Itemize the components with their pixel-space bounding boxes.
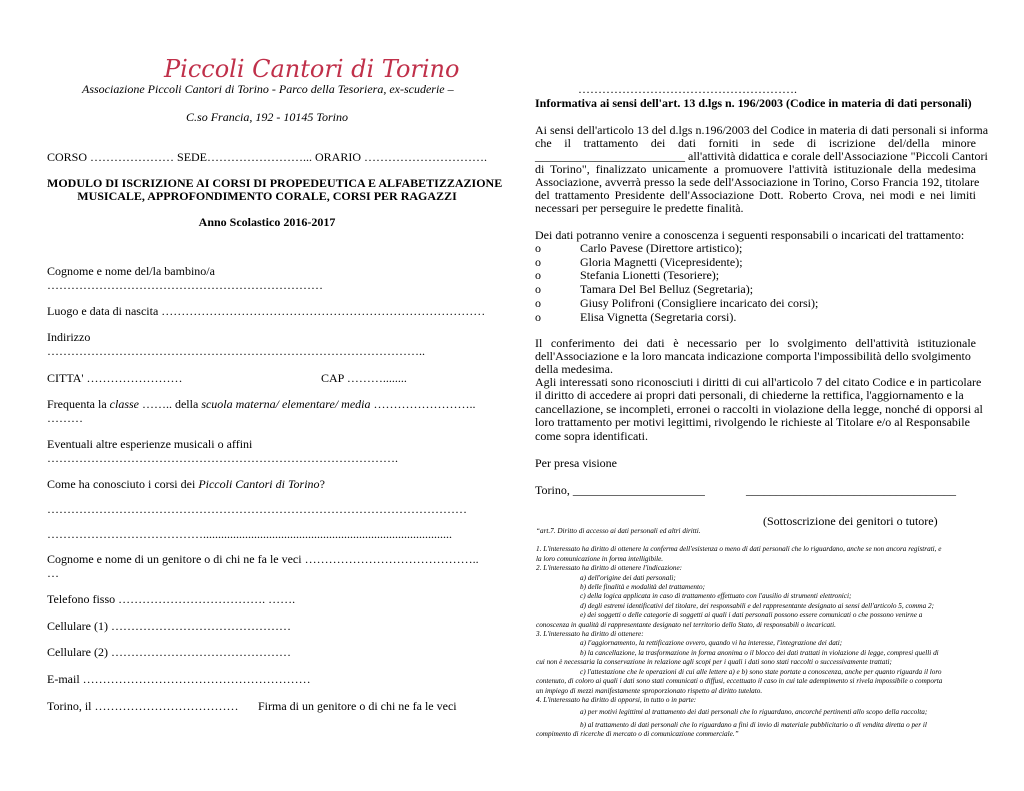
school-field-cont: ……… [47, 411, 83, 425]
how-known-text: Come ha conosciuto i corsi dei [47, 477, 199, 491]
art7-line: “art.7. Diritto di accesso ai dati personali ed altri diritti. [536, 527, 701, 535]
frequenta-classe: classe [109, 397, 139, 411]
person-bullet: o [535, 296, 541, 310]
person-item: Carlo Pavese (Direttore artistico); [580, 241, 743, 255]
parent-name-cont: … [47, 566, 59, 580]
school-year: Anno Scolastico 2016-2017 [198, 215, 336, 229]
person-item: Tamara Del Bel Belluz (Segretaria); [580, 282, 754, 296]
para4-line4: loro trattamento per motivi legittimi, rivolgendo le richieste al Titolare e/o al Responsabile [535, 415, 970, 429]
art7-line: 1. L'interessato ha diritto di ottenere la conferma dell'esistenza o meno di dati personali che lo riguardano, anche se non ancora registrati, e [536, 545, 942, 554]
art7-line: 2. L'interessato ha diritto di ottenere l'indicazione: [536, 564, 683, 573]
art7-line: contenuto, di coloro ai quali i dati sono stati comunicati o diffusi, eccettuato il caso in cui tale adempimento si rivela impossibile o comporta [536, 677, 943, 686]
association-line: Associazione Piccoli Cantori di Torino - Parco della Tesoriera, ex-scuderie – [82, 82, 454, 96]
para1-line2: che il trattamento dei dati forniti in sede di iscrizione del/della minore [535, 136, 976, 150]
city-field[interactable]: CITTA' …………………… [47, 371, 183, 385]
para1-line3: _________________________ all'attività didattica e corale dell'Associazione "Piccoli Cantori [535, 149, 988, 163]
logo-text: Piccoli Cantori di Torino [164, 55, 460, 83]
art7-line: c) della logica applicata in caso di trattamento effettuato con l'ausilio di strumenti elettronici; [580, 592, 852, 601]
presa-visione: Per presa visione [535, 456, 617, 470]
art7-line: compimento di ricerche di mercato o di comunicazione commerciale.” [536, 730, 739, 739]
person-bullet: o [535, 310, 541, 324]
school-field[interactable] [47, 397, 476, 412]
signature-label: Firma di un genitore o di chi ne fa le veci [258, 699, 457, 713]
form-title-line1: MODULO DI ISCRIZIONE AI CORSI DI PROPEDEUTICA E ALFABETIZZAZIONE [47, 176, 503, 190]
para4-line1: Agli interessati sono riconosciuti i diritti di cui all'articolo 7 del citato Codice e in particolare [535, 375, 982, 389]
art7-line: b) delle finalità e modalità del trattamento; [580, 583, 705, 592]
para3-line1: Il conferimento dei dati è necessario per lo svolgimento dell'attività istituzionale [535, 336, 976, 350]
experience-field[interactable]: ……………………………………………………………………………. [47, 451, 398, 465]
person-bullet: o [535, 255, 541, 269]
para2: Dei dati potranno venire a conoscenza i seguenti responsabili o incaricati del trattamento: [535, 228, 965, 242]
person-bullet: o [535, 241, 541, 255]
mobile1-field[interactable]: Cellulare (1) ……………………………………… [47, 619, 291, 633]
art7-line: 4. L'interessato ha diritto di opporsi, in tutto o in parte: [536, 695, 697, 704]
person-bullet: o [535, 268, 541, 282]
logo [162, 50, 460, 86]
para4-line5: come sopra identificati. [535, 429, 648, 443]
para3-line3: della medesima. [535, 362, 613, 376]
child-name-field[interactable]: …………………………………………………………… [47, 278, 323, 292]
experience-label: Eventuali altre esperienze musicali o affini [47, 437, 253, 451]
art7-line: un impiego di mezzi manifestamente sproporzionato rispetto al diritto tutelato. [536, 686, 763, 695]
date-field[interactable]: Torino, il ……………………………… [47, 699, 239, 713]
para4-line3: cancellazione, se incompleti, erronei o raccolti in violazione della legge, nonché di opporsi al [535, 402, 983, 416]
person-item: Giusy Polifroni (Consigliere incaricato dei corsi); [580, 296, 819, 310]
address-label: Indirizzo [47, 330, 91, 344]
art7-block [536, 527, 981, 740]
frequenta-text-3: …………………….. [370, 397, 476, 411]
para1-line4: di Torino", finalizzato unicamente a promuovere l'attività istituzionale della medesima [535, 162, 976, 176]
top-dots: ………………………………………………. [578, 82, 797, 96]
art7-line: a) per motivi legittimi al trattamento dei dati personali che lo riguardano, ancorché pertinenti allo scopo della raccolta; [580, 708, 928, 717]
sottoscrizione-label: (Sottoscrizione dei genitori o tutore) [763, 514, 938, 528]
art7-line: e) dei soggetti o delle categorie di soggetti ai quali i dati personali possono essere comunicati o che possono venirne a [580, 611, 923, 620]
para1-line7: necessari per perseguire le predette finalità. [535, 201, 744, 215]
para3-line2: dell'Associazione e la loro mancata indicazione comporta l'impossibilità dello svolgimento [535, 349, 971, 363]
para1-line5: Associazione, avverrà presso la sede dell'Associazione in Torino, Corso Francia 192, titolare [535, 175, 980, 189]
para1-line1: Ai sensi dell'articolo 13 del d.lgs n.196/2003 del Codice in materia di dati personali si informa [535, 123, 989, 137]
mobile2-field[interactable]: Cellulare (2) ……………………………………… [47, 645, 291, 659]
association-address: C.so Francia, 192 - 10145 Torino [186, 110, 348, 124]
frequenta-text-2: …….. della [138, 397, 202, 411]
cap-field[interactable]: CAP ………........ [321, 371, 407, 385]
sign-line[interactable]: ___________________________________ [746, 483, 956, 497]
para1-line6: del trattamento Presidente dell'Associazione Dott. Roberto Crova, nei modi e nei limiti [535, 188, 976, 202]
how-known-end: ? [319, 477, 325, 491]
sign-date-field[interactable]: Torino, ______________________ [535, 483, 705, 497]
address-field[interactable]: ………………………………………………………………………………….. [47, 344, 425, 358]
art7-line: cui non è necessaria la conservazione in relazione agli scopi per i quali i dati sono stati raccolti o successivamente trattati; [536, 658, 892, 667]
informativa-heading: Informativa ai sensi dell'art. 13 d.lgs n. 196/2003 (Codice in materia di dati personali) [535, 96, 972, 110]
art7-line: a) dell'origine dei dati personali; [580, 573, 676, 582]
art7-line: d) degli estremi identificativi del titolare, dei responsabili e del rappresentante designato ai sensi dell'articolo 5, comma 2; [580, 601, 935, 610]
how-known-field-2[interactable]: …………………………………................................................................................... [47, 527, 452, 541]
frequenta-scuola: scuola materna/ elementare/ media [201, 397, 371, 411]
parent-name-field[interactable]: Cognome e nome di un genitore o di chi ne fa le veci …………………………………….. [47, 552, 479, 566]
how-known-italic: Piccoli Cantori di Torino [198, 477, 320, 491]
art7-line: conoscenza in qualità di rappresentante designato nel territorio dello Stato, di responsabili o incaricati. [536, 620, 836, 629]
phone-field[interactable]: Telefono fisso ………………………………. ……. [47, 592, 296, 606]
person-bullet: o [535, 282, 541, 296]
how-known-field-1[interactable]: …………………………………………………………………………………………… [47, 502, 467, 516]
person-item: Elisa Vignetta (Segretaria corsi). [580, 310, 737, 324]
frequenta-text-1: Frequenta la [47, 397, 110, 411]
child-name-label: Cognome e nome del/la bambino/a [47, 264, 215, 278]
art7-line: a) l'aggiornamento, la rettificazione ovvero, quando vi ha interesse, l'integrazione dei dati; [580, 639, 843, 648]
art7-line: b) la cancellazione, la trasformazione in forma anonima o il blocco dei dati trattati in violazione di legge, compresi quelli di [580, 648, 939, 657]
how-known-label [47, 477, 325, 492]
art7-line: 3. L'interessato ha diritto di ottenere: [536, 630, 644, 639]
email-field[interactable]: E-mail ………………………………………………… [47, 672, 311, 686]
para4-line2: il diritto di accedere ai propri dati personali, di chiederne la rettifica, l'aggiornamento e la [535, 388, 964, 402]
person-item: Stefania Lionetti (Tesoriere); [580, 268, 720, 282]
art7-line: b) al trattamento di dati personali che lo riguardano a fini di invio di materiale pubblicitario o di vendita diretta o per il [580, 720, 927, 729]
form-title-line2: MUSICALE, APPROFONDIMENTO CORALE, CORSI PER RAGAZZI [77, 189, 457, 203]
person-item: Gloria Magnetti (Vicepresidente); [580, 255, 743, 269]
corso-line: CORSO ………………… SEDE……………………... ORARIO …………………………. [47, 150, 488, 164]
birth-field[interactable]: Luogo e data di nascita ……………………………………………………………………… [47, 304, 486, 318]
art7-line: c) l'attestazione che le operazioni di cui alle lettere a) e b) sono state portate a conoscenza, anche per quanto riguarda il loro [580, 667, 942, 676]
art7-line: la loro comunicazione in forma intelligibile. [536, 554, 664, 563]
